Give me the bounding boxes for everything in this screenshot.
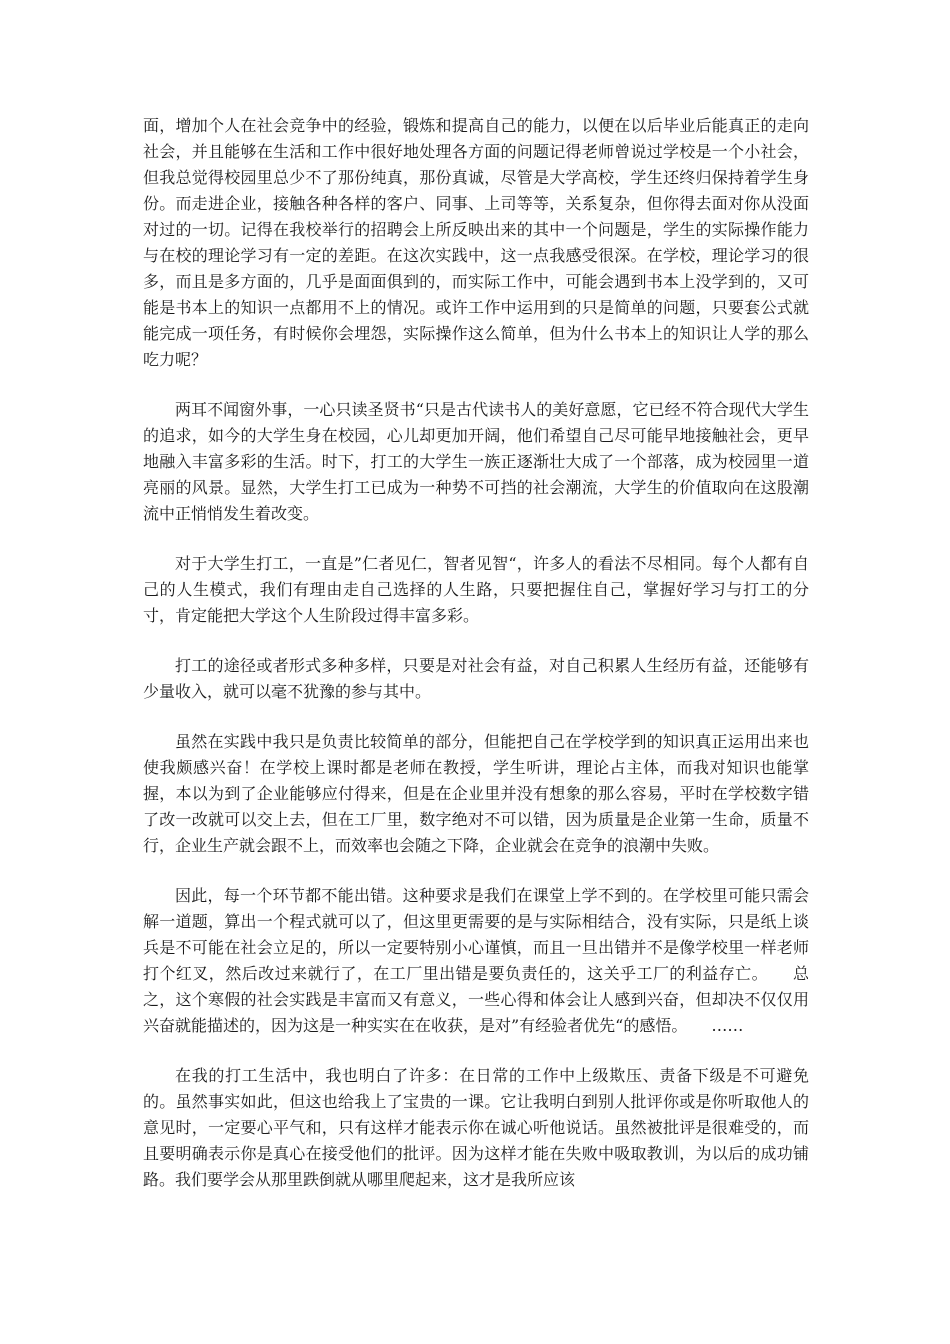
paragraph-no-errors: 因此，每一个环节都不能出错。这种要求是我们在课堂上学不到的。在学校里可能只需会解一道题，算出一个程式就可以了，但这里更需要的是与实际相结合，没有实际，只是纸上谈兵是不可能在社会立足的，所以一定要特别小心谨慎，而且一旦出错并不是像学校里一样老师打个红叉，然后改过来就行了，在工厂里出错是要负责任的，这关乎工厂的利益存亡。 总之，这个寒假的社会实践是丰富而又有意义，一些心得和体会让人感到兴奋，但却决不仅仅用兴奋就能描述的，因为这是一种实实在在收获，是对”有经验者优先“的感悟。 …… — [143, 886, 809, 1035]
document-page — [143, 113, 809, 1217]
paragraph-practice-experience: 虽然在实践中我只是负责比较简单的部分，但能把自己在学校学到的知识真正运用出来也使我颇感兴奋！在学校上课时都是老师在教授，学生听讲，理论占主体，而我对知识也能掌握，本以为到了企业能够应付得来，但是在企业里并没有想象的那么容易，平时在学校数字错了改一改就可以交上去，但在工厂里，数字绝对不可以错，因为质量是企业第一生命，质量不行，企业生产就会跟不上，而效率也会随之下降，企业就会在竞争的浪潮中失败。 — [143, 732, 809, 855]
paragraph-continuation: 面，增加个人在社会竞争中的经验，锻炼和提高自己的能力，以便在以后毕业后能真正的走向社会，并且能够在生活和工作中很好地处理各方面的问题记得老师曾说过学校是一个小社会，但我总觉得校园里总少不了那份纯真，那份真诚，尽管是大学高校，学生还终归保持着学生身份。而走进企业，接触各种各样的客户、同事、上司等等，关系复杂，但你得去面对你从没面对过的一切。记得在我校举行的招聘会上所反映出来的其中一个问题是，学生的实际操作能力与在校的理论学习有一定的差距。在这次实践中，这一点我感受很深。在学校，理论学习的很多，而且是多方面的，几乎是面面俱到的，而实际工作中，可能会遇到书本上没学到的，又可能是书本上的知识一点都用不上的情况。或许工作中运用到的只是简单的问题，只要套公式就能完成一项任务，有时候你会埋怨，实际操作这么简单，但为什么书本上的知识让人学的那么吃力呢？ — [143, 116, 809, 369]
paragraph-work-forms: 打工的途径或者形式多种多样，只要是对社会有益，对自己积累人生经历有益，还能够有少量收入，就可以毫不犹豫的参与其中。 — [143, 656, 809, 701]
paragraph-lessons-learned: 在我的打工生活中，我也明白了许多：在日常的工作中上级欺压、责备下级是不可避免的。虽然事实如此，但这也给我上了宝贵的一课。它让我明白到别人批评你或是你听取他人的意见时，一定要心平气和，只有这样才能表示你在诚心听他说话。虽然被批评是很难受的，而且要明确表示你是真心在接受他们的批评。因为这样才能在失败中吸取教训，为以后的成功铺路。我们要学会从那里跌倒就从哪里爬起来，这才是我所应该 — [143, 1066, 809, 1189]
paragraph-opinions: 对于大学生打工，一直是”仁者见仁，智者见智“，许多人的看法不尽相同。每个人都有自己的人生模式，我们有理由走自己选择的人生路，只要把握住自己，掌握好学习与打工的分寸，肯定能把大学这个人生阶段过得丰富多彩。 — [143, 554, 809, 625]
paragraph-students-ideals: 两耳不闻窗外事，一心只读圣贤书“只是古代读书人的美好意愿，它已经不符合现代大学生的追求，如今的大学生身在校园，心儿却更加开阔，他们希望自己尽可能早地接触社会，更早地融入丰富多彩的生活。时下，打工的大学生一族正逐渐壮大成了一个部落，成为校园里一道亮丽的风景。显然，大学生打工已成为一种势不可挡的社会潮流，大学生的价值取向在这股潮流中正悄悄发生着改变。 — [143, 400, 809, 523]
